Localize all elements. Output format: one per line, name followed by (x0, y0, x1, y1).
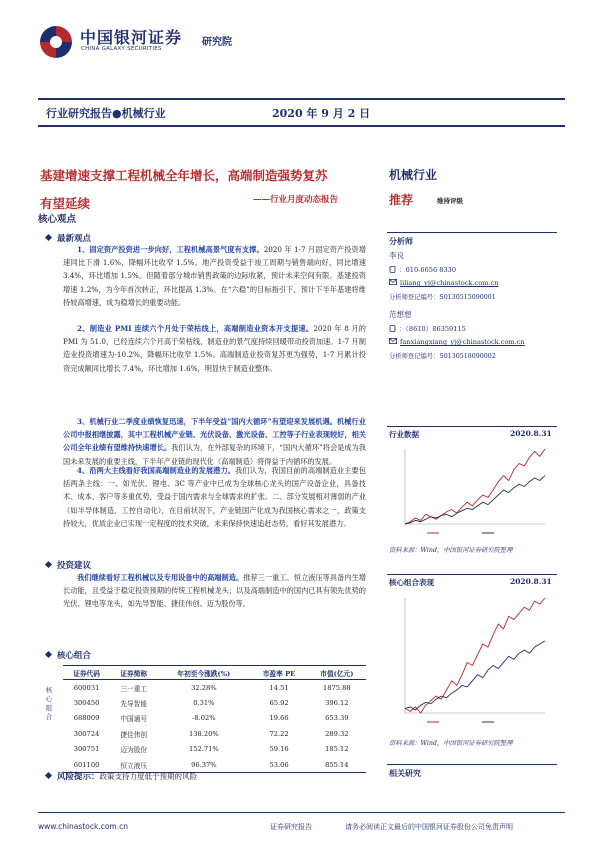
table-header-row (63, 666, 366, 680)
diamond-icon (45, 561, 52, 568)
analyst-email[interactable]: liliang_yj@chinastock.com.cn (389, 279, 498, 287)
industry-label: 机械行业 (389, 168, 438, 182)
diamond-icon (45, 651, 52, 658)
analyst-name: 范想想 (389, 310, 412, 319)
table-row: 300724 捷佳伟创 138.20% 72.22 289.32 (73, 729, 349, 739)
paragraph-2: 2、制造业 PMI 连续六个月处于荣枯线上，高端制造业资本开支提速。2020 年 8 月的 PMI 为 51.0，已经连续六个月高于荣枯线，制造业的景气度持续回暖带动投资加速。1-7 月制造业投资增速为-10.2%，降幅环比收窄 1.5%。高端制造业投资复苏更为强势，1-7 月累计投资完成额同比增长 7.4%，环比增加 1.6%，明显快于制造业整体。 (63, 324, 366, 373)
analyst-cert: 分析师登记编号：S0130518090002 (389, 353, 496, 360)
col-ytd: 年初至今涨跌(%) (157, 666, 250, 680)
footer-divider (38, 812, 565, 813)
footer-disclaimer: 请务必阅读正文最后的中国银河证券股份公司免责声明 (345, 823, 513, 831)
header-divider-bottom (38, 125, 565, 127)
chart2-divider (387, 574, 557, 575)
chart2-title: 核心组合表现 (389, 578, 434, 587)
footer-label: 证券研究报告 (270, 823, 312, 831)
industry-chart (387, 443, 557, 538)
table-row: 600031 三一重工 32.28% 14.51 1875.88 (73, 683, 351, 693)
series-line-2 (405, 476, 545, 524)
bullet-risk: 风险提示：政策支持力度低于预期的风险 (46, 770, 197, 782)
chart1-title: 行业数据 (389, 430, 419, 439)
analyst-email[interactable]: fanxiangxiang_yj@chinastock.com.cn (389, 338, 525, 346)
chart2-date: 2020.8.31 (510, 577, 552, 586)
paragraph-4: 4、沿两大主线看好我国高端制造业的发展潜力。我们认为，我国目前的高端制造业主要包括两条主线：一、如光伏、锂电、3C 等产业中已成为全球核心龙头的国产设备企业，具备技术、成本、客户等多重优势，受益于国内需求与全球需求的扩张。二、部分发展相对薄弱的产业（如半导体制造、工控自动化），在目前状况下，产业链国产化成为我国核心需求之一，政策支持较大，优质企业已实现一定程度的技术突破，未来保持快速追赶态势，看好其发展潜力。 (63, 466, 366, 528)
col-pe: 市盈率 PE (250, 666, 307, 680)
bullet-invest: 投资建议 (46, 559, 91, 571)
phone-icon (389, 325, 396, 334)
paragraph-3: 3、机械行业二季度业绩恢复迅速，下半年受益“国内大循环”有望迎来发展机遇。机械行业公司中报相继披露，其中工程机械产业链、光伏设备、激光设备、工控等子行业表现较好，相关公司全年业绩有望维持快速增长。我们认为，在外部复杂的环境下，“国内大循环”将会是成为我国未来发展的重要主线，下半年产业链的现代化（高端制造）将得益于内循环的发展。 (63, 417, 366, 466)
rating-label: 推荐 (389, 193, 414, 207)
industry-chart-svg (387, 443, 557, 538)
analyst-cert: 分析师登记编号：S0130515090001 (389, 294, 496, 301)
paragraph-5: 我们继续看好工程机械以及专用设备中的高端制造。推荐三一重工、恒立液压等具备内生增长动能，且受益于稳定投资预期的传统工程机械龙头；以及高端制造中的国内已具有领先优势的光伏、锂电等龙头，如先导智能、捷佳伟创、迈为股份等。 (63, 573, 366, 609)
phone-icon (389, 266, 396, 275)
related-title: 相关研究 (389, 768, 421, 778)
chart2-source: 资料来源：Wind，中国银河证券研究院整理 (389, 740, 513, 747)
report-type: 行业研究报告●机械行业 (46, 107, 166, 120)
diamond-icon (45, 772, 52, 779)
paragraph-1: 1、固定资产投资进一步向好，工程机械高景气度有支撑。2020 年 1-7 月固定资产投资增速同比下滑 1.6%，降幅环比收窄 1.5%。地产投资受益于竣工周期与销售端向好，同比增速 3.4%，环比增加 1.5%。但随着部分城市销售政策的边际收紧，预计未来空间有限。基建投资增速 1.2%，为今年首次转正，环比提高 1.3%。在“六稳”的目标指引下，预计下半年基建将维持较高增速，成为稳增长的重要动能。 (63, 245, 366, 307)
footer-url[interactable]: www.chinastock.com.cn (38, 822, 128, 831)
header-divider (38, 98, 565, 100)
logo-icon (38, 24, 74, 60)
col-name: 证券简称 (110, 666, 157, 680)
analyst-phone: ：（8610）86359115 (389, 323, 466, 334)
report-subtitle: ——行业月度动态报告 (253, 195, 339, 205)
bullet-latest: 最新观点 (46, 232, 91, 244)
diamond-icon (45, 234, 52, 241)
col-code: 证券代码 (63, 666, 110, 680)
report-title (40, 162, 380, 218)
portfolio-chart-svg (387, 592, 557, 727)
chart1-source: 资料来源：Wind，中国银河证券研究院整理 (389, 547, 513, 554)
analyst-phone: ：010-6656 8330 (389, 264, 456, 275)
institute-label: 研究院 (202, 37, 232, 48)
series-line-1 (405, 598, 545, 713)
related-divider (387, 764, 557, 765)
mail-icon (389, 338, 397, 346)
table-side-label: 核 心 组 合 (45, 686, 53, 721)
analyst-divider (387, 232, 557, 233)
series-line-2 (405, 641, 545, 710)
report-date: 2020 年 9 月 2 日 (272, 107, 371, 120)
logo-english: CHINA GALAXY SECURITIES (81, 46, 162, 52)
table-row: 601100 恒立液压 96.37% 53.06 855.14 (63, 757, 366, 773)
rating-note: 维持评级 (437, 197, 463, 205)
analyst-name: 李良 (389, 251, 404, 260)
col-mktcap: 市值(亿元) (308, 666, 366, 680)
mail-icon (389, 279, 397, 287)
table-row: 300450 先导智能 0.31% 65.92 396.12 (73, 698, 349, 708)
portfolio-chart (387, 592, 557, 727)
table-row: 300751 迈为股份 152.71% 59.16 185.12 (73, 745, 349, 755)
section-heading: 核心观点 (38, 214, 77, 225)
portfolio-table (63, 665, 366, 773)
chart1-date: 2020.8.31 (510, 429, 552, 438)
table-row: 688009 中国通号 -8.02% 19.66 653.39 (73, 714, 349, 724)
title-line-2: 有望延续 (40, 196, 91, 211)
chart1-divider (387, 426, 557, 427)
title-line-1: 基建增速支撑工程机械全年增长，高端制造强势复苏 (40, 168, 328, 183)
bullet-portfolio: 核心组合 (46, 649, 91, 661)
logo-text: 中国银河证券 (80, 28, 183, 47)
analyst-title: 分析师 (389, 236, 413, 246)
